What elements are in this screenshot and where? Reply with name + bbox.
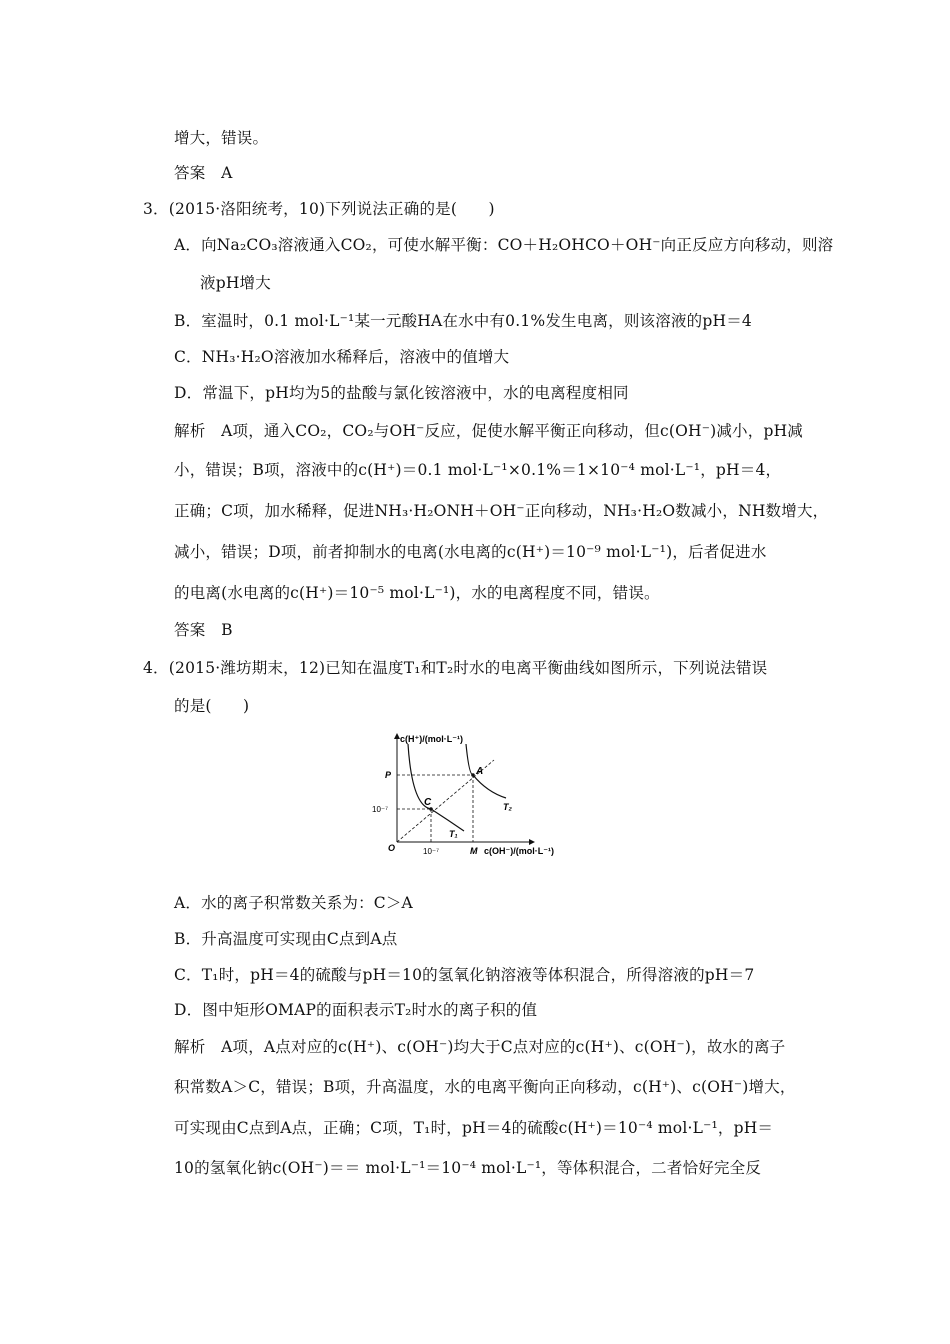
q3-analysis-1: 解析 A项，通入CO₂，CO₂与OH⁻反应，促使水解平衡正向移动，但c(OH⁻)减小，pH减	[174, 422, 803, 440]
q4-analysis-4: 10的氢氧化钠c(OH⁻)＝＝ mol·L⁻¹＝10⁻⁴ mol·L⁻¹，等体积混合，二者恰好完全反	[174, 1159, 762, 1177]
q3-option-a: A．向Na₂CO₃溶液通入CO₂，可使水解平衡：CO＋H₂OHCO＋OH⁻向正反应方向移动，则溶	[174, 236, 834, 254]
q3-analysis-2: 小，错误；B项，溶液中的c(H⁺)＝0.1 mol·L⁻¹×0.1%＝1×10⁻⁴ mol·L⁻¹，pH＝4，	[174, 461, 782, 479]
text-line-1: 增大，错误。	[174, 129, 269, 147]
point-a-marker	[471, 773, 475, 777]
y-tick-1e7: 10⁻⁷	[372, 805, 389, 814]
x-tick-1e7: 10⁻⁷	[423, 847, 440, 856]
point-a-label: A	[476, 766, 484, 777]
q3-analysis-5: 的电离(水电离的c(H⁺)＝10⁻⁵ mol·L⁻¹)，水的电离程度不同，错误。	[174, 584, 660, 602]
question-4-stem-cont: 的是( )	[174, 697, 250, 715]
q4-analysis-2: 积常数A＞C，错误；B项，升高温度，水的电离平衡向正向移动，c(H⁺)、c(OH⁻)增大，	[174, 1078, 796, 1096]
q4-option-c: C．T₁时，pH＝4的硫酸与pH＝10的氢氧化钠溶液等体积混合，所得溶液的pH＝7	[174, 966, 755, 984]
origin-label: O	[388, 843, 396, 853]
y-axis-label: c(H⁺)/(mol·L⁻¹)	[400, 734, 463, 744]
q4-option-d: D．图中矩形OMAP的面积表示T₂时水的离子积的值	[174, 1001, 538, 1019]
curve-t1-label: T₁	[449, 829, 458, 839]
y-tick-p: P	[385, 770, 392, 780]
q3-option-d: D．常温下，pH均为5的盐酸与氯化铵溶液中，水的电离程度相同	[174, 384, 629, 402]
q4-option-b: B．升高温度可实现由C点到A点	[174, 930, 398, 948]
x-tick-m: M	[470, 846, 478, 856]
x-axis-label: c(OH⁻)/(mol·L⁻¹)	[484, 846, 554, 856]
question-3-stem: 3．(2015·洛阳统考，10)下列说法正确的是( )	[143, 200, 495, 218]
question-4-stem: 4．(2015·潍坊期末，12)已知在温度T₁和T₂时水的电离平衡曲线如图所示，下列说法错误	[143, 659, 768, 677]
curve-t2-label: T₂	[503, 802, 512, 812]
q3-option-a-cont: 液pH增大	[200, 274, 271, 292]
answer-line-prev: 答案 A	[174, 164, 233, 182]
q3-option-c: C．NH₃·H₂O溶液加水稀释后，溶液中的值增大	[174, 348, 510, 366]
q4-option-a: A．水的离子积常数关系为：C＞A	[174, 894, 413, 912]
q3-answer: 答案 B	[174, 621, 233, 639]
q4-analysis-1: 解析 A项，A点对应的c(H⁺)、c(OH⁻)均大于C点对应的c(H⁺)、c(OH⁻)，故水的离子	[174, 1038, 786, 1056]
water-ionization-diagram	[366, 730, 586, 860]
q4-analysis-3: 可实现由C点到A点，正确；C项，T₁时，pH＝4的硫酸c(H⁺)＝10⁻⁴ mol·L⁻¹，pH＝	[174, 1119, 774, 1137]
q3-analysis-4: 减小，错误；D项，前者抑制水的电离(水电离的c(H⁺)＝10⁻⁹ mol·L⁻¹)，后者促进水	[174, 543, 767, 561]
q3-analysis-3: 正确；C项，加水稀释，促进NH₃·H₂ONH＋OH⁻正向移动，NH₃·H₂O数减小，NH数增大，	[174, 502, 829, 520]
point-c-label: C	[424, 797, 432, 808]
curve-t2	[466, 744, 506, 798]
q3-option-b: B．室温时，0.1 mol·L⁻¹某一元酸HA在水中有0.1%发生电离，则该溶液的pH＝4	[174, 312, 752, 330]
curve-t1	[408, 744, 464, 831]
